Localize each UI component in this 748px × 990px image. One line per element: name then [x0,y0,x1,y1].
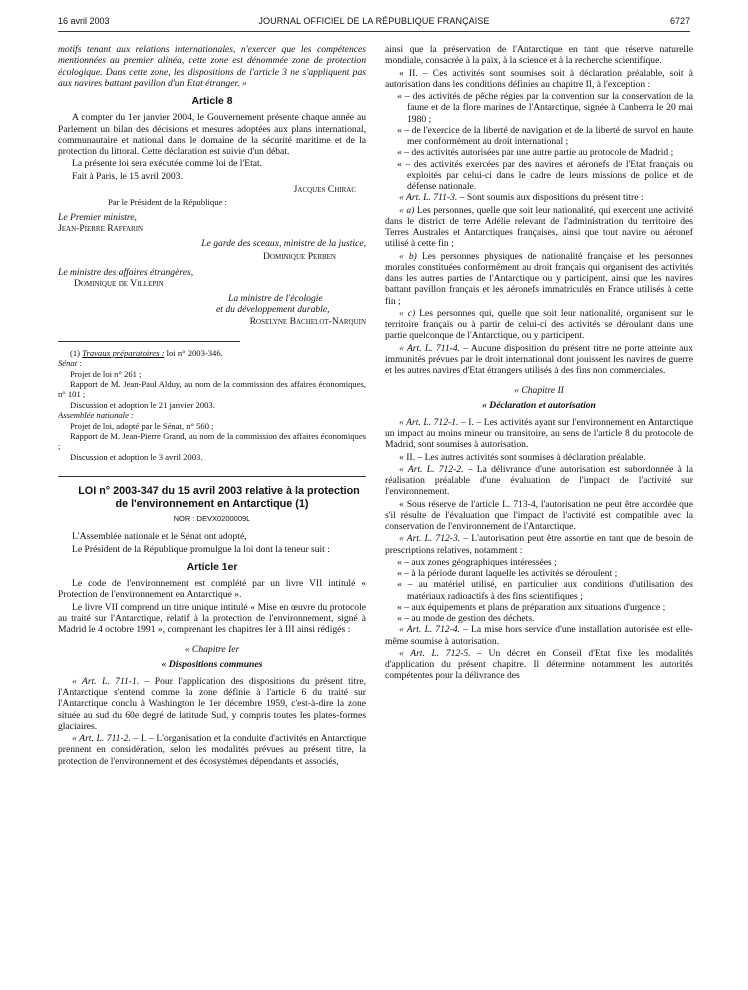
list-item: « – aux équipements et plans de préparation aux situations d'urgence ; [397,601,666,613]
item-b-label: « b) [399,250,417,262]
law-title: LOI n° 2003-347 du 15 avril 2003 relative à la protection de l'environnement en Antarctique (1) [78,485,360,510]
footnote-travaux: Travaux préparatoires : [82,347,165,358]
article-l712-4-text: – La mise hors service d'une installation autorisée est elle-même soumise à autorisation. [385,624,693,647]
article-7-end: motifs tenant aux relations internationales, n'exercer que les compétences mentionnées au premier alinéa, cette zone est dénommée zone de protection écologique. Dans cette zone, les dispositions de l'article 3 ne s'appliquent pas aux navires battant pavillon d'un Etat étranger. » [58,44,366,89]
nor-reference: NOR : DEVX0200009L [173,514,251,524]
article-l711-3 [385,192,693,203]
article-l711-2-ii: « II. – Ces activités sont soumises soit à déclaration préalable, soit à autorisation dans les conditions définies au chapitre II, à l'exception : [385,67,693,90]
article-l711-3-label: « Art. L. 711-3. [399,192,458,204]
footnote-rule [58,341,240,342]
article-l711-3-c [385,308,693,342]
article-l711-2 [58,733,366,767]
article-8-title: Article 8 [191,96,233,107]
list-item: « – aux zones géographiques intéressées ; [397,556,557,568]
par-le-president: Par le Président de la République : [108,197,227,207]
article-l711-2-label: « Art. L. 711-2. [72,733,131,745]
article-l711-3-a [385,205,693,250]
footnote-marker: (1) [70,347,83,358]
article-l712-5 [385,648,693,682]
foreign-minister-name: Dominique de Villepin [74,277,164,289]
page-header [58,16,690,30]
chapter-2-heading: « Chapitre II [514,385,564,397]
footnote-1 [58,348,366,358]
ecology-minister-title-2: et du développement durable, [216,304,330,316]
article-l712-1-text: – I. – Les activités ayant sur l'environnement en Antarctique un impact au moins mineur ou transitoire, au sens de l'article 8 du protocole de Madrid, sont soumises à autorisation. [385,416,693,451]
list-item: « – des activités de pêche régies par la convention sur la conservation de la faune et de la flore marines de l'Antarctique, signée à Canberra le 20 mai 1980 ; [397,91,693,125]
left-column [58,44,366,984]
prime-minister-title: Le Premier ministre, [58,211,137,223]
list-item: « – au matériel utilisé, en particulier aux conditions d'utilisation des matériaux radioactifs à des fins scientifiques ; [397,579,693,602]
footnote-senat-2: Rapport de M. Jean-Paul Alduy, au nom de la commission des affaires économiques, n° 101 ; [58,378,366,400]
foreign-minister-title: Le ministre des affaires étrangères, [58,266,194,278]
exceptions-list [385,91,693,192]
article-l711-2-text: – I. – L'organisation et la conduite d'activités en Antarctique prennent en considération, selon les modalités prévues au présent titre, la protection de l'environnement et des écosystèmes dépendants et associés, [58,733,366,767]
article-l712-4-label: « Art. L. 712-4. [399,624,461,636]
ecology-minister-title-1: La ministre de l'écologie [228,293,323,304]
chapter-1-heading: « Chapitre Ier [184,644,240,656]
execution-clause: La présente loi sera exécutée comme loi de l'Etat. [72,158,263,170]
prescriptions-list [385,557,693,625]
signature-president: Jacques Chirac [293,183,356,195]
article-8-paragraph: A compter du 1er janvier 2004, le Gouvernement présente chaque année au Parlement un bilan des décisions et mesures adoptées aux plans international, communautaire et national dans le domaine de la sécurité maritime et de la protection du littoral. Cette déclaration est suivie d'un débat. [58,112,366,157]
footnote-senat-heading: Sénat : [58,358,83,369]
place-date: Fait à Paris, le 15 avril 2003. [72,170,183,182]
article-l712-1 [385,417,693,451]
item-a-text: Les personnes, quelle que soit leur nationalité, qui exercent une activité dans le district de terre Adélie relevant de l'administration du territoire des Terres Australes et Antarctiques françaises, ainsi que tout navire ou aéronef utilisé à cette fin ; [385,204,693,250]
article-l712-2 [385,464,693,498]
article-l711-3-b [385,251,693,307]
footnote-senat-1: Projet de loi n° 261 ; [70,368,142,379]
header-page-number: 6727 [669,16,690,26]
article-l712-2-reserve: « Sous réserve de l'article L. 713-4, l'autorisation ne peut être accordée que s'il résulte de l'évaluation que l'impact de l'activité est compatible avec la conservation de l'environnement de l'Antarctique. [385,498,693,532]
article-l711-4-text: – Aucune disposition du présent titre ne porte atteinte aux immunités prévues par le droit international dont jouissent les navires de guerre et les autres navires d'Etat étrangers utilisés à des fins non commerciales. [385,342,693,376]
article-l711-2-continued: ainsi que la préservation de l'Antarctique en tant que réserve naturelle mondiale, consacrée à la paix, à la science et à la recherche scientifique. [385,44,693,67]
list-item: « – à la période durant laquelle les activités se déroulent ; [397,568,618,579]
article-l711-4 [385,343,693,377]
article-1-paragraph-1: Le code de l'environnement est complété par un livre VII intitulé « Protection de l'environnement en Antarctique ». [58,578,366,601]
item-a-label: « a) [399,204,415,216]
justice-minister-title: Le garde des sceaux, ministre de la justice, [201,238,366,249]
footnote-senat-3: Discussion et adoption le 21 janvier 2003. [70,399,215,410]
article-l712-5-text: – Un décret en Conseil d'Etat fixe les modalités d'application du présent chapitre. Il détermine notamment les autorités compétentes pour la délivrance des [385,647,693,682]
article-l711-3-text: – Sont soumis aux dispositions du présent titre : [457,192,644,204]
ecology-minister-name: Roselyne Bachelot-Narquin [249,315,366,327]
chapter-2-subtitle: « Déclaration et autorisation [482,399,596,411]
article-l711-1-label: « Art. L. 711-1. [72,675,140,687]
item-c-text: Les personnes qui, quelle que soit leur nationalité, organisent sur le territoire français ou à partir de celui-ci des activités se déroulant dans une partie quelconque de l'Antarctique, ou y participent. [385,307,693,342]
footnote-an-3: Discussion et adoption le 3 avril 2003. [70,451,203,462]
article-l712-4 [385,624,693,647]
right-column [385,44,693,984]
article-l712-2-label: « Art. L. 712-2. [399,463,464,475]
item-b-text: Les personnes physiques de nationalité française et les personnes morales constituées conformément au droit français qui organisent des activités dans les autres parties de l'Antarctique ou y participent, ainsi que les navires battant pavillon français et les aéronefs immatriculés en France utilisés à cette fin ; [385,250,693,307]
header-journal-title: JOURNAL OFFICIEL DE LA RÉPUBLIQUE FRANÇAISE [258,16,490,26]
article-l712-2-text: – La délivrance d'une autorisation est subordonnée à la réalisation préalable d'une évaluation de l'impact de l'activité sur l'environnement. [385,463,693,498]
footnote-an-2: Rapport de M. Jean-Pierre Grand, au nom de la commission des affaires économiques ; [58,431,366,452]
article-l712-3-text: – L'autorisation peut être assortie en tant que de besoin de prescriptions relatives, notamment : [385,533,693,556]
promulgation-statement: Le Président de la République promulgue la loi dont la teneur suit : [72,543,330,555]
law-separator [58,476,366,477]
article-1-paragraph-2: Le livre VII comprend un titre unique intitulé « Mise en œuvre du protocole au traité sur l'Antarctique, relatif à la protection de l'environnement, signé à Madrid le 4 octobre 1991 », comprenant les chapitres Ier à III ainsi rédigés : [58,601,366,636]
prime-minister-name: Jean-Pierre Raffarin [58,222,144,234]
article-l712-1-ii: « II. – Les autres activités sont soumises à déclaration préalable. [399,451,646,463]
item-c-label: « c) [399,307,416,319]
article-l712-5-label: « Art. L. 712-5. [399,647,471,659]
list-item: « – des activités autorisées par une autre partie au protocole de Madrid ; [397,147,674,159]
article-1-title: Article 1er [186,561,238,573]
article-l711-1-text: – Pour l'application des dispositions du présent titre, l'Antarctique s'entend comme la zone définie à l'article 6 du traité sur l'Antarctique conclu à Washington le 1er décembre 1959, c'est-à-dire la zone située au sud du 60e degré de latitude Sud, y compris toutes les plates-formes glaciaires. [58,675,366,732]
footnote-loi-ref: loi n° 2003-346. [164,347,223,358]
header-rule [58,31,690,32]
justice-minister-name: Dominique Perben [263,251,336,263]
list-item: « – de l'exercice de la liberté de navigation et de la liberté de survol en haute mer conformément au droit international ; [397,124,693,147]
article-l712-3-label: « Art. L. 712-3. [399,533,461,545]
article-l711-1 [58,676,366,732]
footnote-an-heading: Assemblée nationale : [58,410,134,421]
article-l712-3 [385,533,693,556]
article-l711-4-label: « Art. L. 711-4. [399,342,461,354]
article-l712-1-label: « Art. L. 712-1. [399,416,459,428]
adoption-statement: L'Assemblée nationale et le Sénat ont adopté, [72,531,247,543]
list-item: « – des activités exercées par des navires et aéronefs de l'Etat français ou exploités par celui-ci dans le cadre de leurs missions de police et de défense nationale. [397,158,693,192]
header-date: 16 avril 2003 [58,16,110,26]
chapter-1-subtitle: « Dispositions communes [161,658,263,670]
list-item: « – au mode de gestion des déchets. [397,613,535,624]
footnote-an-1: Projet de loi, adopté par le Sénat, n° 560 ; [70,420,214,431]
